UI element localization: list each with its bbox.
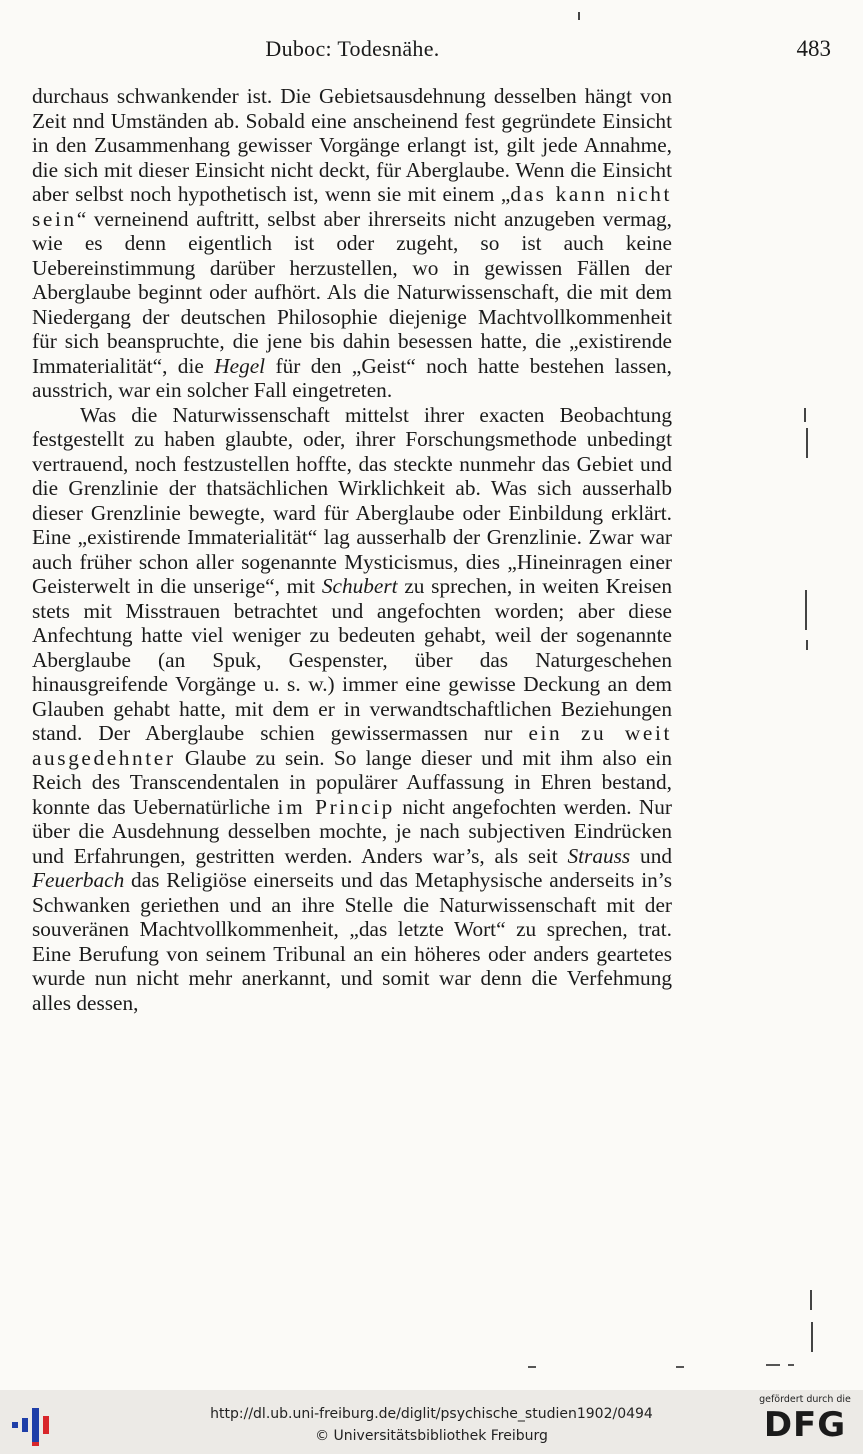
dfg-funding-logo: [755, 1394, 855, 1445]
dfg-logo: DFG: [763, 1405, 847, 1445]
copyright-notice: © Universitätsbibliothek Freiburg: [315, 1428, 548, 1444]
scan-dash: [788, 1364, 794, 1366]
body-text: [32, 84, 672, 1015]
margin-mark: [810, 1290, 812, 1310]
running-head: Duboc: Todesnähe.: [265, 36, 440, 61]
text-run: Glaube zu sein. So lange dieser und mit ihm also ein Reich des Transcendentalen in populärer Auffassung in Ehren bestand, konnte das Uebernatürliche: [32, 745, 672, 819]
italic-name: Hegel: [214, 353, 266, 378]
funding-label: gefördert durch die: [759, 1394, 851, 1405]
margin-mark: [804, 408, 806, 422]
scan-dash: [676, 1366, 684, 1368]
page-header: [32, 36, 831, 66]
text-run: für den „Geist“ noch hatte bestehen lassen, ausstrich, war ein solcher Fall eingetreten.: [32, 353, 673, 402]
text-run: nicht angefochten werden. Nur über die Ausdehnung desselben mochte, je nach subjectiven Eindrücken und Erfahrungen, gestritten werden. Anders war’s, als seit: [32, 794, 673, 868]
scan-dash: [528, 1366, 536, 1368]
page-number: 483: [796, 36, 831, 61]
footer-bar: [0, 1390, 863, 1454]
margin-mark: [806, 640, 808, 650]
text-run: durchaus schwankender ist. Die Gebietsausdehnung desselben hängt von Zeit nnd Umständen ab. Sobald eine anscheinend fest gegründete Einsicht in den Zusammenhang gewisser Vorgänge erlangt ist, gilt jede Annahme, die sich mit dieser Einsicht nicht deckt, für Aberglaube. Wenn die Einsicht aber selbst noch hypothetisch ist, wenn sie mit einem „: [32, 84, 672, 206]
italic-name: Feuerbach: [32, 868, 125, 892]
spaced-emphasis: im Princip: [277, 794, 395, 819]
spaced-emphasis: das kann nicht sein: [32, 182, 673, 231]
margin-mark: [578, 12, 580, 20]
text-run: zu sprechen, in weiten Kreisen stets mit Misstrauen betrachtet und angefochten worden; aber diese Anfechtung hatte viel weniger zu bedeuten gehabt, weil der sogenannte Aberglaube (an Spuk, Gespenster, über das Naturgeschehen hinausgreifende Vorgänge u. s. w.) immer eine gewisse Deckung an dem Glauben gehabt hatte, mit dem er in verwandtschaftlichen Beziehungen stand. Der Aberglaube schien gewissermassen nur: [32, 574, 672, 745]
italic-name: Schubert: [321, 574, 398, 598]
text-run: “ verneinend auftritt, selbst aber ihrerseits nicht anzugeben vermag, wie es denn eigentlich ist oder zugeht, so ist auch keine Uebereinstimmung darüber herzustellen, wo in gewissen Fällen der Aberglaube beginnt oder aufhört. Als die Naturwissenschaft, die mit dem Niedergang der deutschen Philosophie diejenige Machtvollkommenheit für sich beanspruchte, die jene bis dahin besessen hatte, die „existirende Immaterialität“, die: [32, 206, 672, 378]
text-run: Was die Naturwissenschaft mittelst ihrer exacten Beobachtung festgestellt zu haben glaubte, oder, ihrer Forschungsmethode unbedingt vertrauend, noch festzustellen hoffte, das steckte nunmehr das Gebiet und die Grenzlinie der thatsächlichen Wirklichkeit ab. Was sich ausserhalb dieser Grenzlinie bewegte, ward für Aberglaube oder Einbildung erklärt. Eine „existirende Immaterialität“ lag ausserhalb der Grenzlinie. Zwar war auch früher schon aller sogenannte Mysticismus, dies „Hineinragen einer Geisterwelt in die unserige“, mit: [32, 402, 672, 598]
text-run: und: [630, 843, 672, 868]
permalink-url[interactable]: http://dl.ub.uni-freiburg.de/diglit/psychische_studien1902/0494: [210, 1406, 653, 1422]
margin-mark: [805, 590, 807, 630]
text-run: das Religiöse einerseits und das Metaphysische anderseits in’s Schwanken geriethen und an ihre Stelle die Naturwissenschaft mit der souveränen Machtvollkommenheit, „das letzte Wort“ zu sprechen, trat. Eine Berufung von seinem Tribunal an ein höheres oder anders geartetes wurde nun nicht mehr anerkannt, und somit war denn die Verfehmung alles dessen,: [32, 868, 672, 1015]
margin-mark: [811, 1322, 813, 1352]
paragraph-2: [32, 403, 672, 1016]
scan-dash: [766, 1364, 780, 1366]
margin-mark: [806, 428, 808, 458]
spaced-emphasis: ein zu weit ausgedehnter: [32, 721, 672, 770]
paragraph-1: [32, 84, 672, 403]
italic-name: Strauss: [567, 843, 631, 868]
